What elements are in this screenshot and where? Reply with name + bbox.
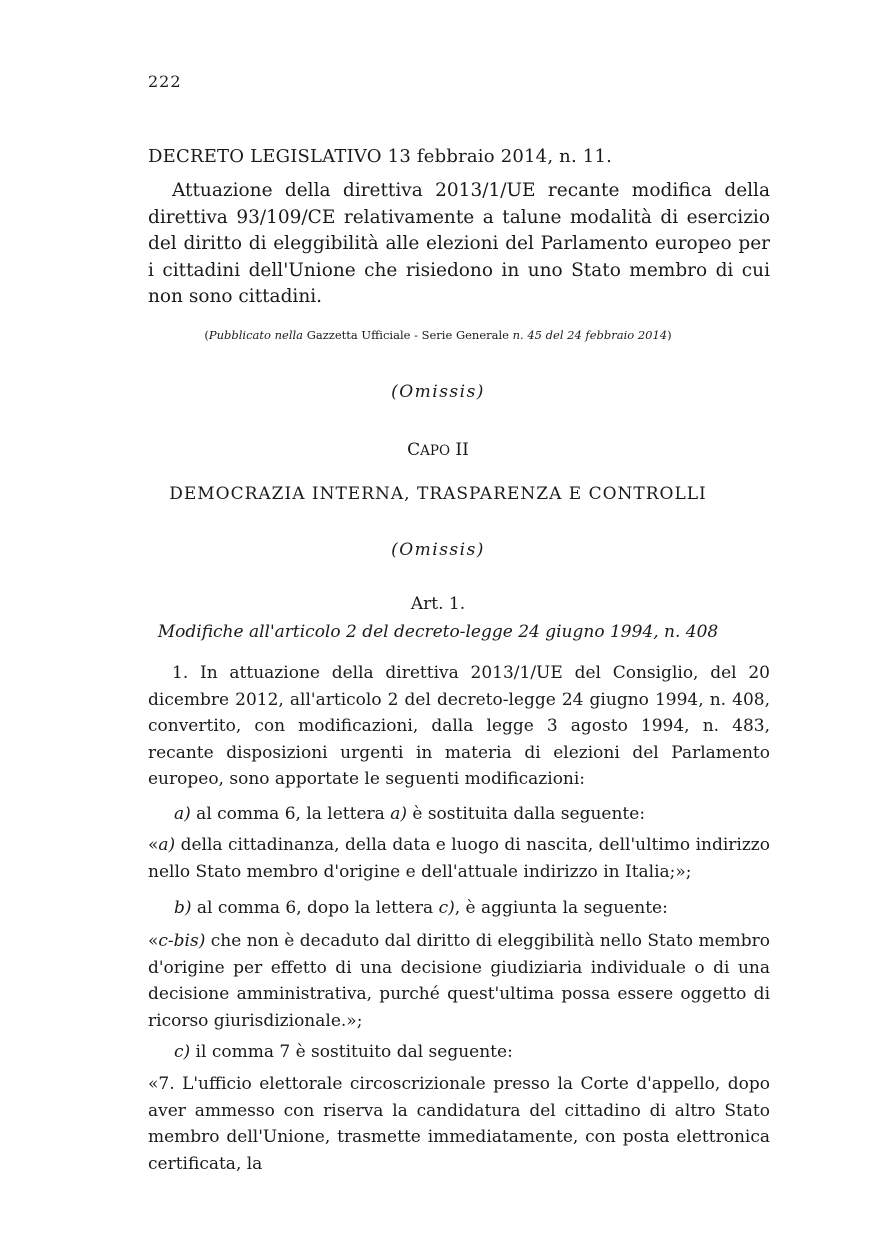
- item-a: [174, 804, 645, 824]
- chapter-c: C: [407, 440, 421, 460]
- quote-b: [148, 928, 770, 1034]
- quote-b-ref: c-bis): [158, 931, 206, 951]
- item-a-text-2: è sostituita dalla seguente:: [406, 804, 646, 824]
- quote-a-ref: a): [158, 835, 176, 855]
- item-b: [174, 898, 668, 918]
- paragraph-1: 1. In attuazione della direttiva 2013/1/UE del Consiglio, del 20 dicembre 2012, all'articolo 2 del decreto-legge 24 giugno 1994, n. 408, convertito, con modificazioni, dalla legge 3 agosto 1994, n. 483, recante disposizioni urgenti in materia di elezioni del Parlamento europeo, sono apportate le seguenti modificazioni:: [148, 663, 770, 789]
- quote-b-open: «: [148, 931, 159, 951]
- item-b-letter: b): [174, 898, 192, 918]
- quote-a-text: della cittadinanza, della data e luogo di nascita, dell'ultimo indirizzo nello Stato membro d'origine e dell'attuale indirizzo in Italia;»;: [148, 835, 770, 882]
- chapter-heading: [0, 440, 876, 460]
- item-c: [174, 1042, 513, 1062]
- decree-heading: DECRETO LEGISLATIVO 13 febbraio 2014, n. 11.: [148, 146, 613, 167]
- item-b-text-2: , è aggiunta la seguente:: [454, 898, 668, 918]
- publication-close: ): [667, 328, 672, 342]
- article-number: Art. 1.: [410, 594, 466, 614]
- omissis-1: (Omissis): [391, 382, 485, 402]
- publication-open: (: [204, 328, 209, 342]
- publication-note: [0, 328, 876, 342]
- page-number: 222: [148, 72, 182, 91]
- item-a-letter: a): [174, 804, 191, 824]
- chapter-number: II: [450, 440, 469, 460]
- quote-c: «7. L'ufficio elettorale circoscrizionale presso la Corte d'appello, dopo aver ammesso con riserva la candidatura del cittadino di altro Stato membro dell'Unione, trasmette immediatamente, con posta elettronica certificata, la: [148, 1074, 770, 1174]
- publication-ref: n. 45 del 24 febbraio 2014: [512, 328, 668, 342]
- decree-title: Attuazione della direttiva 2013/1/UE recante modifica della direttiva 93/109/CE relativamente a talune modalità di esercizio del diritto di eleggibilità alle elezioni del Parlamento europeo per i cittadini dell'Unione che risiedono in uno Stato membro di cui non sono cittadini.: [148, 180, 770, 307]
- item-b-ref: c): [438, 898, 455, 918]
- quote-a: [148, 832, 770, 885]
- article-subtitle: Modifiche all'articolo 2 del decreto-legge 24 giugno 1994, n. 408: [157, 622, 719, 642]
- quote-b-text: che non è decaduto dal diritto di eleggibilità nello Stato membro d'origine per effetto di una decisione giudiziaria individuale o di una decisione amministrativa, purché quest'ultima possa essere oggetto di ricorso giurisdizionale.»;: [148, 931, 770, 1031]
- quote-a-open: «: [148, 835, 159, 855]
- item-b-text-1: al comma 6, dopo la lettera: [191, 898, 439, 918]
- section-title: DEMOCRAZIA INTERNA, TRASPARENZA E CONTROLLI: [169, 484, 707, 504]
- publication-gazzetta: Gazzetta Ufficiale - Serie Generale: [303, 328, 513, 342]
- item-c-letter: c): [174, 1042, 191, 1062]
- item-c-text: il comma 7 è sostituito dal seguente:: [190, 1042, 513, 1062]
- item-a-ref: a): [390, 804, 407, 824]
- publication-pubblicato: Pubblicato nella: [208, 328, 304, 342]
- omissis-2: (Omissis): [391, 540, 485, 560]
- chapter-apo: APO: [420, 443, 451, 459]
- item-a-text-1: al comma 6, la lettera: [190, 804, 391, 824]
